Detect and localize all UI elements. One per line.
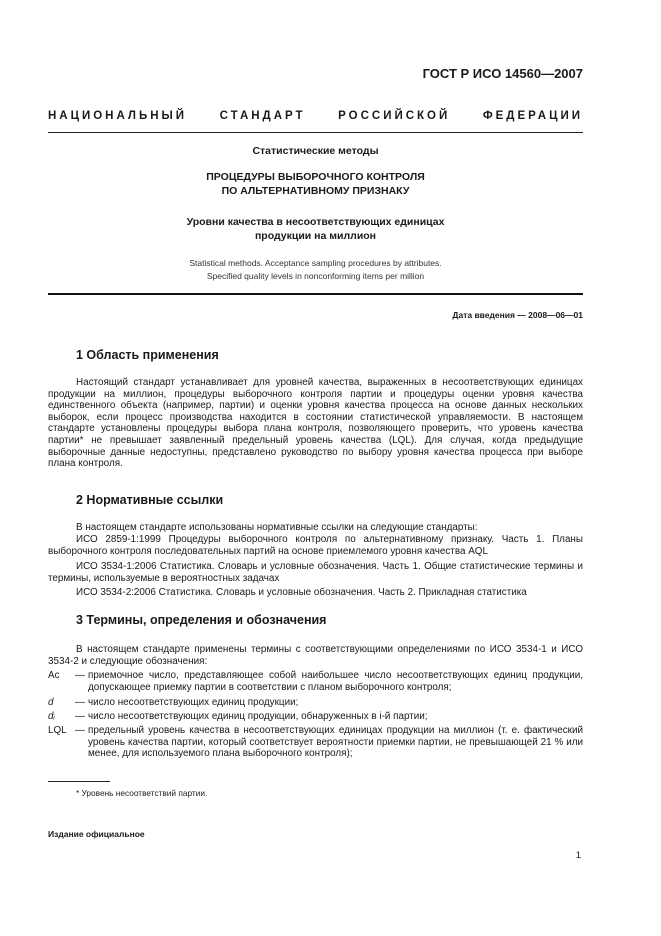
footnote: * Уровень несоответствий партии. (76, 788, 208, 798)
section-3-intro: В настоящем стандарте применены термины с соответствующими определениями по ИСО 3534-1 и ИСО 3534-2 и следующие обозначения: (48, 644, 583, 667)
header-rule (48, 132, 583, 133)
definition-symbol: LQL (48, 725, 67, 736)
definition-item: Ac — приемочное число, представляющее собой наибольшее число несоответствующих единиц продукции, допускающее приемку партии в соответствии с планом выборочного контроля; (48, 670, 583, 693)
definition-text: число несоответствующих единиц продукции; (88, 697, 299, 708)
series-title: Статистические методы (252, 145, 379, 157)
english-title-line: Specified quality levels in nonconforming items per million (206, 271, 425, 281)
national-standard-title: НАЦИОНАЛЬНЫЙ СТАНДАРТ РОССИЙСКОЙ ФЕДЕРАЦИИ (48, 110, 583, 122)
subtitle (48, 215, 583, 243)
title-rule (48, 293, 583, 295)
main-title-line: ПО АЛЬТЕРНАТИВНОМУ ПРИЗНАКУ (221, 185, 410, 197)
definition-item: d — число несоответствующих единиц продукции; (48, 697, 583, 709)
subtitle-line: Уровни качества в несоответствующих единицах (186, 216, 445, 228)
section-1-text: Настоящий стандарт устанавливает для уровней качества, выраженных в несоответствующих единицах продукции на миллион, процедуры выборочного контроля партии и процедуры оценки уровня качества единственного объекта (например, партии) и оценки уровня качества процесса на основе данных нескольких выборок, если процесс производства находится в состоянии статистической управляемости. В настоящем стандарте установлены процедуры выбора плана контроля, позволяющего проверить, что уровень качества партии* не превышает заявленный предельный уровень качества (LQL). Для случая, когда предыдущие выборочные данные недоступны, представлено руководство по выбору уровня качества процесса при выборе плана контроля. (48, 377, 583, 470)
english-title-line: Statistical methods. Acceptance sampling procedures by attributes. (189, 258, 442, 268)
definition-item: dᵢ — число несоответствующих единиц продукции, обнаруженных в i-й партии; (48, 711, 583, 723)
english-title (48, 257, 583, 283)
definition-symbol: dᵢ (48, 711, 55, 722)
edition-label: Издание официальное (48, 829, 145, 839)
definition-symbol: d (48, 697, 54, 708)
footnote-rule (48, 781, 110, 782)
section-3-heading: 3 Термины, определения и обозначения (76, 613, 327, 627)
definition-text: число несоответствующих единиц продукции, обнаруженных в i-й партии; (88, 711, 428, 722)
definition-symbol: Ac (48, 670, 60, 681)
introduction-date: Дата введения — 2008—06—01 (452, 310, 583, 320)
definition-item: LQL — предельный уровень качества в несоответствующих единицах продукции на миллион (т. е. фактический уровень качества партии, который соответствует вероятности приемки партии, не превышающей 21 % или менее, для используемого плана выборочного контроля); (48, 725, 583, 760)
definition-text: предельный уровень качества в несоответствующих единицах продукции на миллион (т. е. фактический уровень качества партии, который соответствует вероятности приемки партии, не превышающей 21 % или менее, для используемого плана выборочного контроля); (88, 725, 583, 760)
normative-reference: ИСО 3534-2:2006 Статистика. Словарь и условные обозначения. Часть 2. Прикладная статистика (76, 587, 527, 598)
section-2-heading: 2 Нормативные ссылки (76, 493, 224, 507)
main-title-line: ПРОЦЕДУРЫ ВЫБОРОЧНОГО КОНТРОЛЯ (206, 171, 425, 183)
subtitle-line: продукции на миллион (254, 230, 377, 242)
definition-text: приемочное число, представляющее собой наибольшее число несоответствующих единиц продукции, допускающее приемку партии в соответствии с планом выборочного контроля; (88, 670, 583, 693)
page-number: 1 (575, 850, 581, 861)
normative-reference: ИСО 2859-1:1999 Процедуры выборочного контроля по альтернативному признаку. Часть 1. Планы выборочного контроля последовательных партий на основе приемлемого уровня качества AQL (48, 534, 583, 557)
normative-reference: ИСО 3534-1:2006 Статистика. Словарь и условные обозначения. Часть 1. Общие статистические термины и термины, используемые в вероятностных задачах (48, 561, 583, 584)
section-1-heading: 1 Область применения (76, 348, 219, 362)
main-title (48, 170, 583, 198)
section-2-intro: В настоящем стандарте использованы нормативные ссылки на следующие стандарты: (76, 522, 478, 533)
document-number: ГОСТ Р ИСО 14560—2007 (422, 66, 583, 81)
